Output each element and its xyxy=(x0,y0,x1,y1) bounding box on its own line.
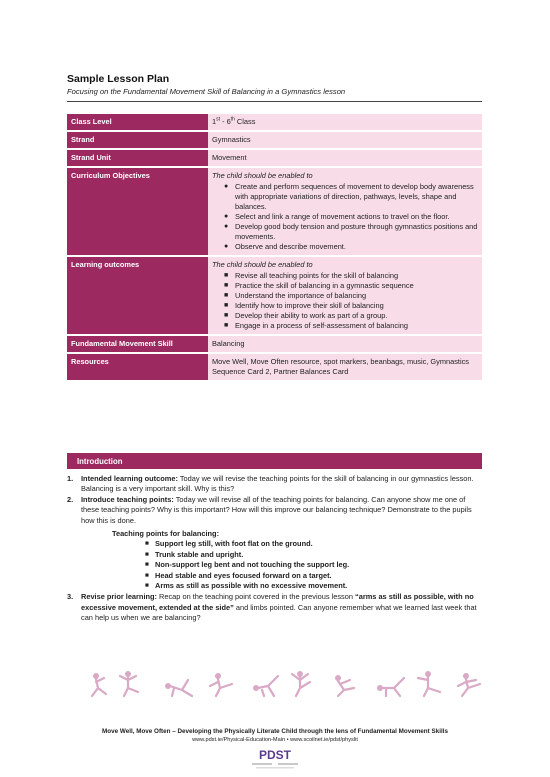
list-item: ● Create and perform sequences of movement to develop body awareness with appropriate variations of direction, pathways, levels, shape and balances. xyxy=(224,182,474,211)
gymnast-figure-icon xyxy=(210,673,232,696)
item-3-heading: Revise prior learning: xyxy=(81,592,157,602)
bullet-icon: ● xyxy=(224,223,229,230)
list-item: ■ Head stable and eyes focused forward on a target. xyxy=(145,570,332,580)
teaching-points-heading: Teaching points for balancing: xyxy=(112,529,220,539)
bullet-icon: ● xyxy=(224,213,229,220)
square-bullet-icon: ■ xyxy=(145,571,149,579)
learning-outcomes-value xyxy=(208,257,482,334)
list-item: ■ Practice the skill of balancing in a gymnastic sequence xyxy=(224,281,414,290)
list-item: ● Select and link a range of movement actions to travel on the floor. xyxy=(224,212,450,221)
fms-label: Fundamental Movement Skill xyxy=(67,336,208,352)
pdst-logo xyxy=(248,747,302,771)
intro-item-2: 2. Introduce teaching points: Today we will revise all of the teaching points for balancing. Can anyone show me one of these teaching points? Why is this important? How will this improve our balancing technique? Demonstrate to the pupils how this is done. xyxy=(67,494,472,525)
list-item: ■ Identify how to improve their skill of balancing xyxy=(224,301,384,310)
item-2-heading: Introduce teaching points: xyxy=(81,494,174,504)
row-learning-outcomes xyxy=(67,257,482,334)
square-bullet-icon: ■ xyxy=(224,322,229,329)
row-strand xyxy=(67,132,482,148)
gymnast-figure-icon xyxy=(165,680,192,696)
curriculum-objectives-value xyxy=(208,168,482,255)
resources-value: Move Well, Move Often resource, spot markers, beanbags, music, Gymnastics Sequence Card 2, Partner Balances Card xyxy=(208,354,482,380)
square-bullet-icon: ■ xyxy=(145,550,149,558)
square-bullet-icon: ■ xyxy=(224,292,229,299)
gymnast-figure-icon xyxy=(92,673,106,696)
gymnast-figure-icon xyxy=(335,675,354,696)
intro-item-1: 1. Intended learning outcome: Today we will revise the teaching points for the skill of balancing in our gymnastics lesson. Balancing is a very important skill. Why is this? xyxy=(67,474,474,494)
pdst-logo-icon xyxy=(248,747,302,771)
square-bullet-icon: ■ xyxy=(224,302,229,309)
bullet-icon: ● xyxy=(224,243,229,250)
page-title: Sample Lesson Plan xyxy=(67,73,170,85)
list-item: ● Observe and describe movement. xyxy=(224,242,346,251)
row-curriculum-objectives xyxy=(67,168,482,255)
curriculum-objectives-label: Curriculum Objectives xyxy=(67,168,208,255)
class-level-label: Class Level xyxy=(67,114,208,130)
teaching-points-list xyxy=(145,539,482,591)
strand-unit-value: Movement xyxy=(208,150,482,166)
row-fundamental-movement-skill xyxy=(67,336,482,352)
square-bullet-icon: ■ xyxy=(145,561,149,569)
gymnast-figure-icon xyxy=(292,671,310,696)
row-strand-unit xyxy=(67,150,482,166)
svg-text:PDST: PDST xyxy=(258,748,292,762)
square-bullet-icon: ■ xyxy=(145,582,149,590)
strand-value: Gymnastics xyxy=(208,132,482,148)
row-resources xyxy=(67,354,482,380)
introduction-section xyxy=(67,474,482,624)
intro-item-3: 3. Revise prior learning: Recap on the teaching point covered in the previous lesson “arms as still as possible, with no excessive movement, extended at the side” and limbs pointed. Can anyone remember what we learned last week that can help us when we are balancing? xyxy=(67,592,477,623)
strand-unit-label: Strand Unit xyxy=(67,150,208,166)
square-bullet-icon: ■ xyxy=(224,312,229,319)
square-bullet-icon: ■ xyxy=(224,272,229,279)
row-class-level xyxy=(67,114,482,130)
introduction-heading: Introduction xyxy=(67,453,482,469)
fms-value: Balancing xyxy=(208,336,482,352)
strand-label: Strand xyxy=(67,132,208,148)
outcomes-list xyxy=(212,271,478,331)
list-item: ■ Arms as still as possible with no excessive movement. xyxy=(145,581,348,591)
page-subtitle: Focusing on the Fundamental Movement Skill of Balancing in a Gymnastics lesson xyxy=(67,87,346,96)
square-bullet-icon: ■ xyxy=(224,282,229,289)
footer-links[interactable]: www.pdst.ie/Physical-Education-Main • www.scoilnet.ie/pdst/physlit xyxy=(192,737,358,743)
footer-title: Move Well, Move Often – Developing the Physically Literate Child through the lens of Fundamental Movement Skills xyxy=(102,728,448,735)
list-item: ■ Develop their ability to work as part of a group. xyxy=(224,311,388,320)
curriculum-lead: The child should be enabled to xyxy=(212,171,313,180)
gymnast-figure-icon xyxy=(458,673,480,696)
learning-outcomes-label: Learning outcomes xyxy=(67,257,208,334)
gymnast-figure-icon xyxy=(253,676,278,696)
gymnast-figure-icon xyxy=(418,671,440,696)
lesson-info-table xyxy=(67,112,482,382)
gymnast-figure-icon xyxy=(120,671,138,696)
list-item: ■ Support leg still, with foot flat on the ground. xyxy=(145,539,313,549)
gymnast-figure-icon xyxy=(377,678,404,696)
list-item: ■ Understand the importance of balancing xyxy=(224,291,367,300)
list-item: ■ Engage in a process of self-assessment of balancing xyxy=(224,321,408,330)
resources-label: Resources xyxy=(67,354,208,380)
title-divider xyxy=(67,101,482,102)
item-3-quote: “arms as still as possible, with no excessive movement, extended at the side” xyxy=(81,592,474,612)
square-bullet-icon: ■ xyxy=(145,540,149,548)
list-item: ■ Non-support leg bent and not touching the support leg. xyxy=(145,560,350,570)
class-level-value: 1st - 6th Class xyxy=(208,114,482,130)
curriculum-list xyxy=(212,182,478,252)
item-1-heading: Intended learning outcome: xyxy=(81,474,178,483)
list-item: ■ Revise all teaching points for the skill of balancing xyxy=(224,271,399,280)
list-item: ■ Trunk stable and upright. xyxy=(145,549,244,559)
bullet-icon: ● xyxy=(224,183,229,190)
balancing-figures-illustration xyxy=(88,668,488,698)
outcomes-lead: The child should be enabled to xyxy=(212,260,313,269)
list-item: ● Develop good body tension and posture through gymnastics positions and movements. xyxy=(224,222,478,241)
